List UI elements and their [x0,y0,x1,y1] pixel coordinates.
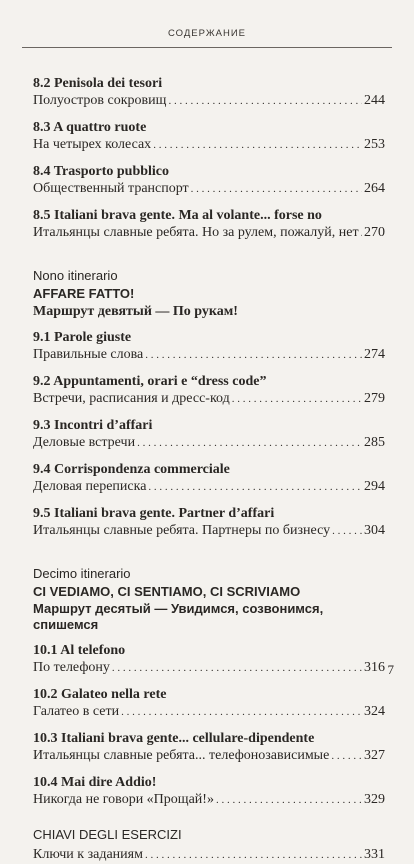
toc-entry-10-1 [33,642,385,677]
toc-page-number: 324 [364,704,385,719]
toc-entry-translation: Никогда не говори «Прощай!» [33,792,214,807]
leader-dots [191,181,362,198]
toc-content [33,75,385,864]
toc-page-number: 294 [364,479,385,494]
toc-page-number: 285 [364,435,385,450]
toc-entry-9-3 [33,417,385,452]
toc-entry-translation: Итальянцы славные ребята. Партнеры по бизнесу [33,523,331,538]
toc-entry-translation: Деловая переписка [33,479,147,494]
toc-entry-title: 10.1 Al telefono [33,643,126,658]
toc-entry-9-1 [33,329,385,364]
leader-dots [137,435,362,452]
section-chiavi [33,827,385,864]
toc-entry-9-2 [33,373,385,408]
leader-dots [331,748,362,765]
section-subtitle: Маршрут десятый — Увидимся, созвонимся, спишемся [33,601,324,632]
leader-dots [168,93,362,110]
toc-entry-10-2 [33,686,385,721]
toc-entry-title: 10.4 Mai dire Addio! [33,775,157,790]
toc-entry-translation: По телефону [33,660,110,675]
toc-entry-title: 8.3 A quattro ruote [33,120,147,135]
toc-page-number: 316 [364,660,385,675]
leader-dots [145,347,362,364]
section-nono-itinerario [33,268,385,540]
section-title: CI VEDIAMO, CI SENTIAMO, CI SCRIVIAMO [33,584,301,599]
toc-entry-title: 10.2 Galateo nella rete [33,687,167,702]
toc-entry-translation: Общественный транспорт [33,181,189,196]
toc-entry-title: 8.2 Penisola dei tesori [33,76,163,91]
toc-entry-translation: Итальянцы славные ребята... телефонозависимые [33,748,330,763]
leader-dots [361,225,362,242]
toc-entry-translation: Итальянцы славные ребята. Но за рулем, пожалуй, нет [33,225,359,240]
leader-dots [145,847,362,864]
toc-page-number: 264 [364,181,385,196]
toc-page-number: 331 [364,847,385,862]
section-subtitle: Маршрут девятый — По рукам! [33,304,238,319]
section-label: Nono itinerario [33,268,118,283]
toc-entry-translation: На четырех колесах [33,137,152,152]
toc-entry-translation: Ключи к заданиям [33,847,143,862]
toc-page-number: 327 [364,748,385,763]
toc-entry-title: 9.2 Appuntamenti, orari e “dress code” [33,374,267,389]
toc-entry-title: 9.4 Corrispondenza commerciale [33,462,230,477]
toc-page-number: 270 [364,225,385,240]
toc-entry-8-4 [33,163,385,198]
section-decimo-itinerario [33,566,385,809]
toc-entry-translation: Деловые встречи [33,435,136,450]
toc-entry-translation: Встречи, расписания и дресс-код [33,391,230,406]
toc-page-number: 244 [364,93,385,108]
toc-page-number: 253 [364,137,385,152]
toc-entry-translation: Полуостров сокровищ [33,93,167,108]
toc-entry-title: 9.3 Incontri d’affari [33,418,153,433]
leader-dots [121,704,362,721]
leader-dots [148,479,362,496]
toc-page-number: 274 [364,347,385,362]
leader-dots [112,660,362,677]
section-label: Decimo itinerario [33,566,131,581]
leader-dots [332,523,362,540]
header-title: СОДЕРЖАНИЕ [168,28,246,39]
toc-page-number: 304 [364,523,385,538]
toc-entry-10-3 [33,730,385,765]
toc-entry-8-2 [33,75,385,110]
toc-entry-translation: Правильные слова [33,347,144,362]
toc-entry-title: 9.1 Parole giuste [33,330,132,345]
toc-entry-title: 10.3 Italiani brava gente... cellulare-dipendente [33,731,315,746]
page-number: 7 [387,662,394,677]
leader-dots [232,391,362,408]
toc-entry-9-4 [33,461,385,496]
toc-entry-10-4 [33,774,385,809]
toc-entry-translation: Галатео в сети [33,704,120,719]
toc-entry-title: 8.4 Trasporto pubblico [33,164,170,179]
toc-entry-title: 8.5 Italiani brava gente. Ma al volante... forse no [33,208,322,223]
toc-entry-8-3 [33,119,385,154]
toc-page-number: 329 [364,792,385,807]
section-title: CHIAVI DEGLI ESERCIZI [33,827,182,842]
section-title: AFFARE FATTO! [33,286,135,301]
toc-entry-9-5 [33,505,385,540]
leader-dots [153,137,362,154]
running-header [22,26,392,48]
toc-entry-title: 9.5 Italiani brava gente. Partner d’affari [33,506,275,521]
leader-dots [216,792,362,809]
toc-entry-8-5 [33,207,385,242]
toc-page-number: 279 [364,391,385,406]
